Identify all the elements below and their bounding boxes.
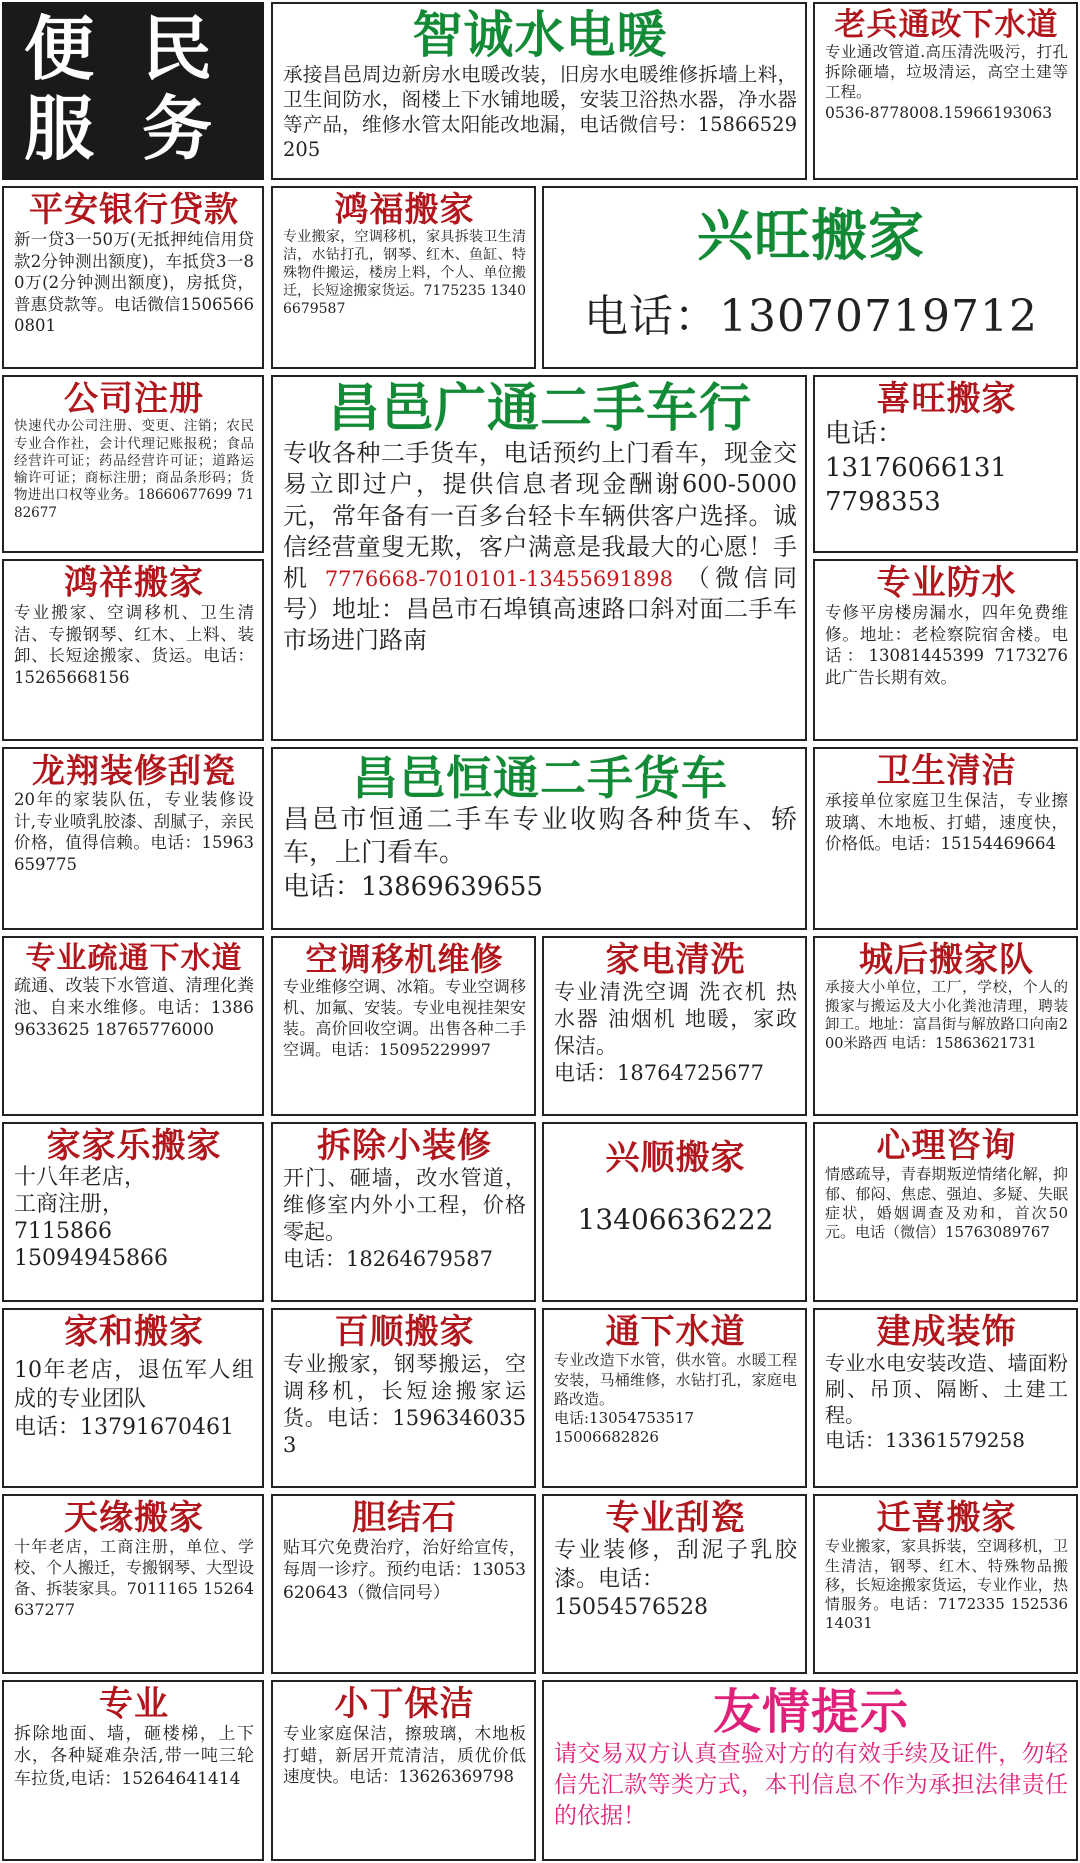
ad-body: 疏通、改装下水管道、清理化粪池、自来水维修。电话：13869633625 18765776000 bbox=[14, 976, 254, 1041]
ad-title: 空调移机维修 bbox=[305, 940, 504, 978]
ad-phone: 0536-8778008.15966193063 bbox=[825, 103, 1053, 122]
ad-title: 家电清洗 bbox=[605, 940, 746, 980]
ad-title: 龙翔装修刮瓷 bbox=[32, 751, 236, 790]
ad-body: 承接昌邑周边新房水电暖改装，旧房水电暖维修拆墙上料，卫生间防水，阁楼上下水铺地暖，安装卫浴热水器，净水器等产品，维修水管太阳能改地漏，电话微信号：15866529205 bbox=[283, 63, 797, 161]
ad-title: 心理咨询 bbox=[876, 1126, 1017, 1166]
ad-body: 专业搬家，家具拆装，空调移机，卫生清洁，钢琴、红木、特殊物品搬移，长短途搬家货运，专业作业，热情服务。电话：7172335 15253614031 bbox=[825, 1537, 1068, 1633]
ad-phone-label: 电话： bbox=[825, 419, 904, 450]
ad-body: 专修平房楼房漏水，四年免费维修。地址：老检察院宿舍楼。电话：13081445399 7173276此广告长期有效。 bbox=[825, 603, 1068, 687]
ad-body: 十年老店，工商注册，单位、学校、个人搬迁，专搬钢琴、大型设备、拆装家具。7011165 15264637277 bbox=[14, 1537, 255, 1619]
ad-hengtong bbox=[271, 747, 807, 930]
ad-body: 承接大小单位，工厂，学校，个人的搬家与搬运及大小化粪池清理，聘装卸工。地址：富昌街与解放路口向南200米路西 电话：15863621731 bbox=[825, 980, 1068, 1053]
ad-title: 城后搬家队 bbox=[859, 940, 1034, 980]
ad-kongtiao bbox=[271, 936, 536, 1116]
ad-gongsi bbox=[2, 375, 264, 553]
ad-body: 10年老店，退伍军人组成的专业团队 bbox=[14, 1358, 254, 1412]
ad-title: 专业 bbox=[99, 1684, 169, 1724]
header-char: 服 bbox=[24, 88, 94, 170]
ad-title: 家和搬家 bbox=[64, 1312, 204, 1352]
ad-body: 专业通改管道.高压清洗吸污，打孔拆除砸墙，垃圾清运，高空土建等工程。 bbox=[825, 43, 1068, 102]
ad-shutong bbox=[2, 936, 264, 1116]
ad-title: 小丁保洁 bbox=[334, 1684, 475, 1724]
ad-phone: 13176066131 bbox=[825, 453, 1007, 484]
ad-guaci bbox=[542, 1494, 807, 1674]
ad-title: 鸿祥搬家 bbox=[64, 563, 204, 603]
ad-body: 专业水电安装改造、墙面粉刷、吊顶、隔断、土建工程。 bbox=[825, 1351, 1068, 1427]
ad-weisheng bbox=[813, 747, 1078, 930]
ad-jiajiale bbox=[2, 1122, 264, 1302]
ad-body: 新一贷3一50万(无抵押纯信用贷款2分钟测出额度)，车抵贷3一80万(2分钟测出额度)，房抵贷，普惠贷款等。电话微信15065660801 bbox=[14, 230, 254, 336]
ad-title: 老兵通改下水道 bbox=[834, 7, 1059, 43]
ad-zhuanye bbox=[2, 1680, 264, 1861]
ad-phone: 7798353 bbox=[825, 486, 941, 517]
ad-phone: 电话：18764725677 bbox=[554, 1061, 764, 1086]
ad-body: 专收各种二手货车，电话预约上门看车，现金交易立即过户，提供信息者现金酬谢600-5000元，常年备有一百多台轻卡车辆供客户选择。诚信经营童叟无欺，客户满意是我最大的心愿！手机 bbox=[283, 439, 797, 592]
ad-phone: 电话：13361579258 bbox=[825, 1428, 1025, 1453]
ad-longxiang bbox=[2, 747, 264, 930]
ad-title: 昌邑广通二手车行 bbox=[327, 379, 752, 439]
ad-guangtong bbox=[271, 375, 807, 741]
ad-phone: 13406636222 bbox=[577, 1203, 774, 1237]
ad-body: 昌邑市恒通二手车专业收购各种货车、轿车，上门看车。 bbox=[283, 804, 797, 869]
ad-body: 拆除地面、墙，砸楼梯，上下水，各种疑难杂活,带一吨三轮车拉货,电话：15264641414 bbox=[14, 1724, 254, 1789]
ad-title: 智诚水电暖 bbox=[412, 6, 668, 64]
ad-title: 建成装饰 bbox=[876, 1312, 1017, 1352]
ad-phone: 15006682826 bbox=[554, 1428, 659, 1447]
ad-title: 兴旺搬家 bbox=[697, 204, 925, 269]
ad-phone: 15054576528 bbox=[554, 1594, 708, 1620]
ad-title: 卫生清洁 bbox=[876, 751, 1017, 791]
ad-line: 工商注册， bbox=[14, 1192, 125, 1218]
ad-title: 鸿福搬家 bbox=[334, 190, 475, 230]
ad-jiahe bbox=[2, 1308, 264, 1488]
ad-title: 天缘搬家 bbox=[64, 1498, 204, 1538]
ad-xingshun bbox=[542, 1122, 807, 1302]
ad-body: 快速代办公司注册、变更、注销；农民专业合作社，会计代理记账报税；食品经营许可证；药品经营许可证；道路运输许可证；商标注册；商品条形码；货物进出口权等业务。18660677699 7182677 bbox=[14, 418, 254, 521]
ad-tishi bbox=[542, 1680, 1078, 1861]
ad-baishun bbox=[271, 1308, 536, 1488]
ad-body: 专业维修空调、冰箱。专业空调移机、加氟、安装。专业电视挂架安装。高价回收空调。出售各种二手空调。电话：15095229997 bbox=[283, 977, 526, 1059]
ad-phone: 电话：13791670461 bbox=[14, 1414, 234, 1440]
header-banner bbox=[2, 2, 264, 180]
ad-body: 专业改造下水管，供水管。水暖工程安装，马桶维修，水钻打孔，家庭电路改造。 bbox=[554, 1351, 797, 1408]
ad-phone: 电话：18264679587 bbox=[283, 1247, 493, 1272]
ad-body: 开门、砸墙，改水管道，维修室内外小工程，价格零起。 bbox=[283, 1166, 526, 1245]
ad-xiaoding bbox=[271, 1680, 536, 1861]
ad-xiwang bbox=[813, 375, 1078, 553]
ad-title: 昌邑恒通二手货车 bbox=[352, 751, 728, 805]
ad-hongxiang bbox=[2, 559, 264, 741]
ad-xinli bbox=[813, 1122, 1078, 1302]
ad-body: 专业清洗空调 洗衣机 热水器 油烟机 地暖，家政保洁。 bbox=[554, 980, 797, 1059]
ad-title: 家家乐搬家 bbox=[46, 1126, 222, 1166]
ad-danjieshi bbox=[271, 1494, 536, 1674]
ad-fangshui bbox=[813, 559, 1078, 741]
ad-title: 兴顺搬家 bbox=[605, 1138, 746, 1178]
ad-jiadian bbox=[542, 936, 807, 1116]
ad-body: 专业搬家，空调移机，家具拆装卫生清洁，水钻打孔，钢琴、红木、鱼缸、特殊物件搬运，楼房上料，个人、单位搬迁，长短途搬家货运。7175235 13406679587 bbox=[283, 229, 526, 318]
ad-title: 友情提示 bbox=[712, 1684, 909, 1740]
ad-qianxi bbox=[813, 1494, 1078, 1674]
ad-body: 专业装修，刮泥子乳胶漆。电话： bbox=[554, 1538, 797, 1592]
ad-line: 十八年老店， bbox=[14, 1165, 147, 1191]
ad-address: （微信同号）地址：昌邑市石埠镇高速路口斜对面二手车市场进门路南 bbox=[283, 563, 797, 655]
ad-body: 请交易双方认真查验对方的有效手续及证件，勿轻信先汇款等类方式，本刊信息不作为承担法律责任的依据！ bbox=[554, 1740, 1068, 1829]
ad-chenghou bbox=[813, 936, 1078, 1116]
ad-body: 贴耳穴免费治疗，治好给宣传，每周一诊疗。预约电话：13053620643（微信同号） bbox=[283, 1538, 526, 1603]
ad-phone: 电话：13869639655 bbox=[283, 872, 543, 903]
ad-body: 承接单位家庭卫生保洁，专业擦玻璃、木地板、打蜡，速度快，价格低。电话：15154469664 bbox=[825, 791, 1068, 854]
ad-body: 20年的家装队伍，专业装修设计,专业喷乳胶漆、刮腻子，亲民价格，值得信赖。电话：15963659775 bbox=[14, 790, 254, 874]
ad-jiancheng bbox=[813, 1308, 1078, 1488]
ad-title: 专业疏通下水道 bbox=[25, 941, 243, 976]
ad-body: 专业搬家，钢琴搬运，空调移机，长短途搬家运货。电话：15963460353 bbox=[283, 1352, 526, 1458]
ad-body: 专业家庭保洁，擦玻璃，木地板打蜡，新居开荒清洁，质优价低速度快。电话：13626369798 bbox=[283, 1724, 526, 1787]
ad-title: 专业防水 bbox=[876, 563, 1017, 603]
ad-chaichu bbox=[271, 1122, 536, 1302]
ad-tongxia bbox=[542, 1308, 807, 1488]
ad-xingwang bbox=[542, 186, 1078, 369]
ad-body: 专业搬家、空调移机、卫生清洁、专搬钢琴、红木、上料、装卸、长短途搬家、货运。电话：15265668156 bbox=[14, 603, 254, 687]
ad-tianyuan bbox=[2, 1494, 264, 1674]
ad-title: 通下水道 bbox=[605, 1312, 746, 1352]
ad-title: 平安银行贷款 bbox=[29, 190, 239, 230]
header-char: 民 bbox=[142, 8, 212, 90]
ad-laobing bbox=[813, 2, 1078, 180]
ad-title: 胆结石 bbox=[352, 1498, 457, 1538]
ad-title: 喜旺搬家 bbox=[876, 379, 1017, 419]
ad-body: 情感疏导，青春期叛逆情绪化解，抑郁、郁闷、焦虑、强迫、多疑、失眠症状，婚姻调查及劝和，首次50元。电话（微信）15763089767 bbox=[825, 1165, 1068, 1241]
ad-phone: 15094945866 bbox=[14, 1245, 168, 1271]
ad-phone: 电话:13054753517 bbox=[554, 1408, 695, 1427]
header-char: 务 bbox=[142, 88, 212, 170]
ad-title: 拆除小装修 bbox=[317, 1126, 492, 1166]
ad-title: 公司注册 bbox=[64, 379, 204, 419]
ad-phone: 电话：13070719712 bbox=[584, 290, 1038, 342]
ad-hongfu bbox=[271, 186, 536, 369]
header-char: 便 bbox=[24, 8, 94, 90]
ad-title: 百顺搬家 bbox=[334, 1312, 475, 1352]
ad-zhicheng bbox=[271, 2, 807, 180]
ad-phone: 7115866 bbox=[14, 1219, 112, 1245]
ad-title: 专业刮瓷 bbox=[605, 1498, 746, 1538]
ad-title: 迁喜搬家 bbox=[876, 1498, 1017, 1538]
ad-pingan bbox=[2, 186, 264, 369]
ad-phones: 7776668-7010101-13455691898 bbox=[324, 566, 674, 591]
